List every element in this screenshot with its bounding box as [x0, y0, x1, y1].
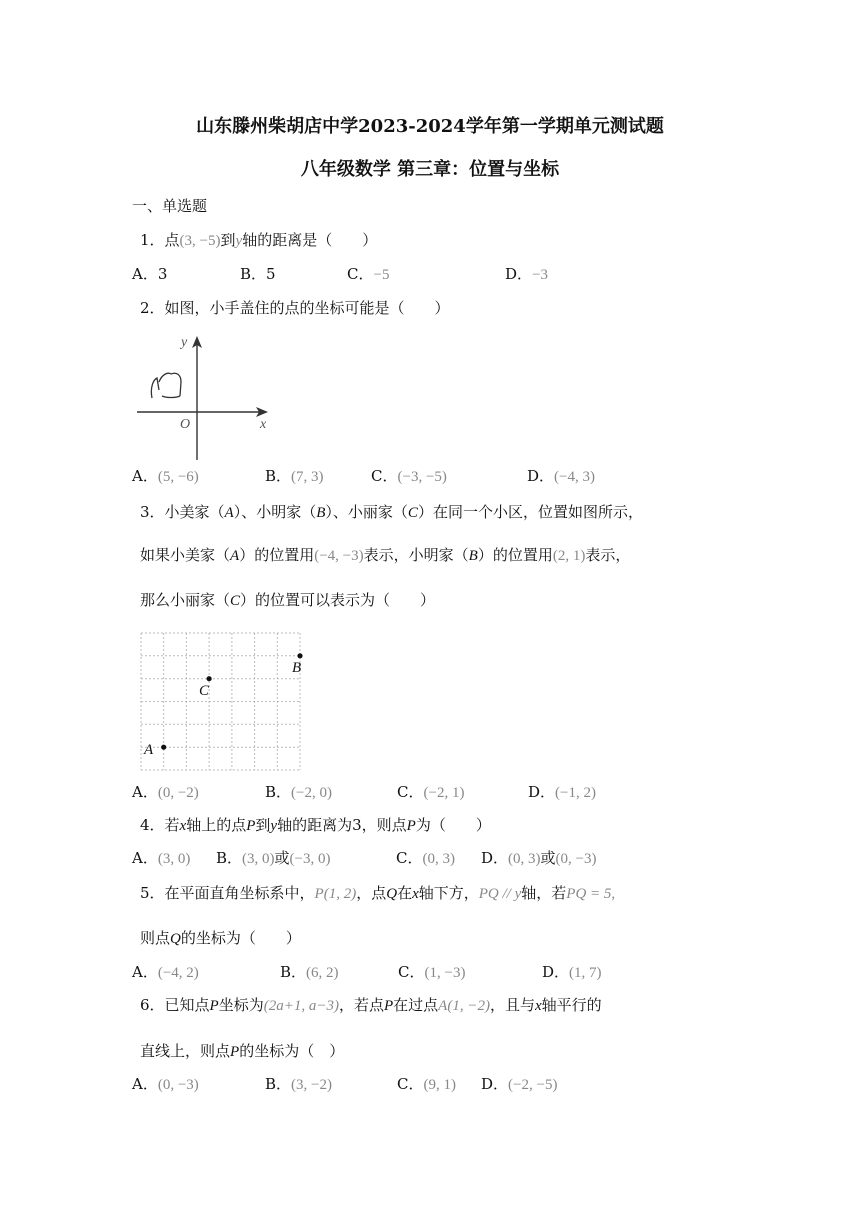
origin-label: O — [180, 417, 191, 432]
point-b-label: B — [292, 660, 302, 676]
point-a — [161, 745, 166, 750]
question-3-stem-line-1: 3．小美家（A）、小明家（B）、小丽家（C）在同一个小区，位置如图所示， — [140, 503, 643, 521]
option-a[interactable]: A．3 — [132, 265, 168, 283]
option-d[interactable]: D．(0, 3)或(0, −3) — [481, 849, 597, 867]
document-subtitle: 八年级数学 第三章：位置与坐标 — [300, 159, 560, 180]
point-b — [297, 653, 302, 658]
option-a[interactable]: A．(0, −3) — [132, 1075, 199, 1093]
question-6-stem-line-1: 6．已知点P坐标为(2a+1, a−3)，若点P在过点A(1, −2)，且与x轴平行的 — [140, 996, 602, 1014]
option-c[interactable]: C．(1, −3) — [398, 963, 466, 981]
option-b[interactable]: B．(3, 0)或(−3, 0) — [216, 849, 331, 867]
option-c[interactable]: C．(−3, −5) — [371, 467, 447, 485]
question-6-stem-line-2: 直线上，则点P的坐标为（ ） — [140, 1042, 345, 1060]
coordinate-axes-figure — [132, 330, 272, 465]
x-axis-label: x — [260, 417, 267, 432]
option-b[interactable]: B．(6, 2) — [280, 963, 339, 981]
point-c — [207, 676, 212, 681]
question-5-stem-line-1: 5．在平面直角坐标系中，P(1, 2)，点Q在x轴下方，PQ // y轴，若PQ = 5, — [140, 884, 616, 902]
option-b[interactable]: B．5 — [240, 265, 276, 283]
option-b[interactable]: B．(−2, 0) — [265, 783, 332, 801]
question-3-stem-line-2: 如果小美家（A）的位置用(−4, −3)表示，小明家（B）的位置用(2, 1)表示， — [140, 546, 631, 564]
option-a[interactable]: A．(−4, 2) — [132, 963, 199, 981]
option-c[interactable]: C．−5 — [347, 265, 390, 283]
document-title: 山东滕州柴胡店中学2023-2024学年第一学期单元测试题 — [196, 116, 664, 137]
option-d[interactable]: D．(−2, −5) — [481, 1075, 558, 1093]
option-d[interactable]: D．(1, 7) — [542, 963, 602, 981]
hand-icon — [151, 373, 181, 398]
question-5-stem-line-2: 则点Q的坐标为（ ） — [140, 929, 301, 947]
option-d[interactable]: D．−3 — [505, 265, 548, 283]
option-b[interactable]: B．(3, −2) — [265, 1075, 332, 1093]
question-3-stem-line-3: 那么小丽家（C）的位置可以表示为（ ） — [140, 591, 436, 609]
grid-map-figure — [138, 628, 304, 776]
option-a[interactable]: A．(5, −6) — [132, 467, 199, 485]
point-a-label: A — [144, 742, 154, 758]
section-heading: 一、单选题 — [132, 197, 208, 215]
question-4-stem: 4．若x轴上的点P到y轴的距离为3，则点P为（ ） — [140, 816, 491, 834]
option-b[interactable]: B．(7, 3) — [265, 467, 324, 485]
y-axis-label: y — [181, 335, 188, 350]
option-c[interactable]: C．(9, 1) — [397, 1075, 456, 1093]
option-a[interactable]: A．(3, 0) — [132, 849, 191, 867]
question-1-stem: 1．点(3, −5)到y轴的距离是（ ） — [140, 231, 378, 249]
option-c[interactable]: C．(−2, 1) — [397, 783, 465, 801]
option-a[interactable]: A．(0, −2) — [132, 783, 199, 801]
option-c[interactable]: C．(0, 3) — [396, 849, 455, 867]
option-d[interactable]: D．(−4, 3) — [527, 467, 595, 485]
option-d[interactable]: D．(−1, 2) — [528, 783, 596, 801]
question-2-stem: 2．如图，小手盖住的点的坐标可能是（ ） — [140, 299, 450, 317]
point-c-label: C — [199, 683, 210, 699]
